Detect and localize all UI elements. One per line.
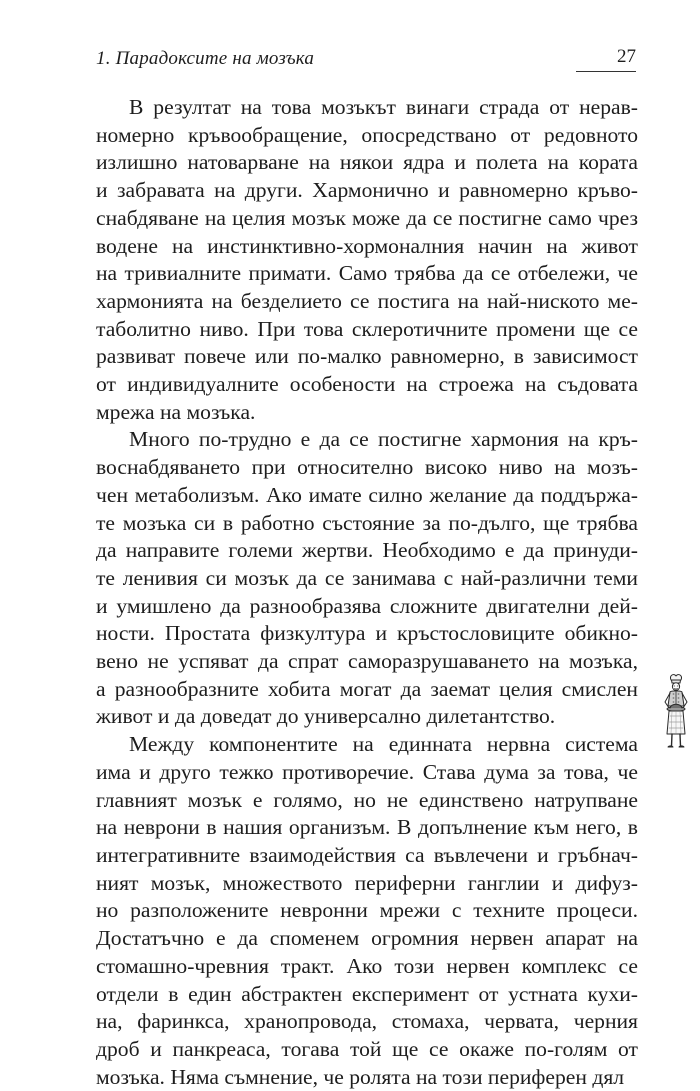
- text-line: таболитно ниво. При това склеротичните промени ще се: [96, 316, 638, 341]
- text-line: на тривиалните примати. Само трябва да се отбележи, че: [96, 261, 638, 286]
- text-line: номерно кръвообращение, опосредствано от редовното: [96, 122, 638, 147]
- text-line: на неврони в нашия организъм. В допълнение към него, в: [96, 815, 638, 840]
- text-line: Между компонентите на единната нервна система: [129, 732, 638, 757]
- text-line: вено не успяват да спрат саморазрушаването на мозъка,: [96, 649, 638, 674]
- text-line: но разположените невронни мрежи с техните процеси.: [96, 898, 638, 923]
- text-line: отдели в един абстрактен експеримент от устната кухи-: [96, 981, 638, 1006]
- chapter-title: 1. Парадоксите на мозъка: [96, 48, 315, 69]
- text-line: ности. Простата физкултура и кръстословиците обикно-: [96, 621, 638, 646]
- text-line: и умишлено да разнообразява сложните двигателни дей-: [96, 593, 638, 618]
- page-number: 27: [617, 46, 636, 67]
- header-rule: [576, 71, 636, 72]
- text-line: Много по-трудно е да се постигне хармония на кръ-: [129, 427, 638, 452]
- text-line: главният мозък е голямо, но не единствено натрупване: [96, 787, 638, 812]
- text-line: чен метаболизъм. Ако имате силно желание да поддържа-: [96, 482, 638, 507]
- text-line: има и друго тежко противоречие. Става дума за това, че: [96, 759, 638, 784]
- cook-figure-icon: [661, 672, 691, 752]
- text-line: мрежа на мозъка.: [96, 399, 256, 424]
- paragraph: [96, 731, 638, 1091]
- text-line: те мозъка си в работно състояние за по-дълго, ще трябва: [96, 510, 638, 535]
- text-line: В резултат на това мозъкът винаги страда от нерав-: [129, 95, 638, 119]
- text-line: дроб и панкреаса, тогава той ще се окаже по-голям от: [96, 1036, 638, 1061]
- paragraph: [96, 94, 638, 426]
- text-line: на, фаринкса, хранопровода, стомаха, червата, черния: [96, 1009, 638, 1034]
- text-line: от индивидуалните особености на строежа на съдовата: [96, 372, 638, 397]
- running-head: [96, 46, 636, 76]
- text-line: водене на инстинктивно-хормоналния начин на живот: [96, 233, 638, 258]
- text-line: развиват повече или по-малко равномерно, в зависимост: [96, 344, 638, 369]
- text-line: да направите големи жертви. Необходимо е да принуди-: [96, 538, 638, 563]
- text-line: живот и да доведат до универсално дилетантство.: [96, 704, 556, 729]
- text-line: воснабдяването при относително високо ниво на мозъ-: [96, 455, 638, 480]
- text-line: и забравата на други. Хармонично и равномерно кръво-: [96, 178, 638, 203]
- body-text: [96, 94, 638, 1091]
- text-line: стомашно-чревния тракт. Ако този нервен комплекс се: [96, 953, 638, 978]
- text-line: снабдяване на целия мозък може да се постигне само чрез: [96, 205, 638, 230]
- text-line: а разнообразните хобита могат да заемат целия смислен: [96, 676, 638, 701]
- text-line: Достатъчно е да споменем огромния нервен апарат на: [96, 926, 638, 951]
- text-line: интегративните взаимодействия са въвлечени и гръбнач-: [96, 842, 638, 867]
- text-line: излишно натоварване на някои ядра и полета на кората: [96, 150, 638, 175]
- text-line: ният мозък, множеството периферни ганглии и дифуз-: [96, 870, 638, 895]
- text-line: хармонията на безделието се постига на най-ниското ме-: [96, 288, 638, 313]
- paragraph: [96, 426, 638, 731]
- text-line: мозъка. Няма съмнение, че ролята на този периферен дял: [96, 1064, 625, 1089]
- text-line: те ленивия си мозък да се занимава с най-различни теми: [96, 565, 638, 590]
